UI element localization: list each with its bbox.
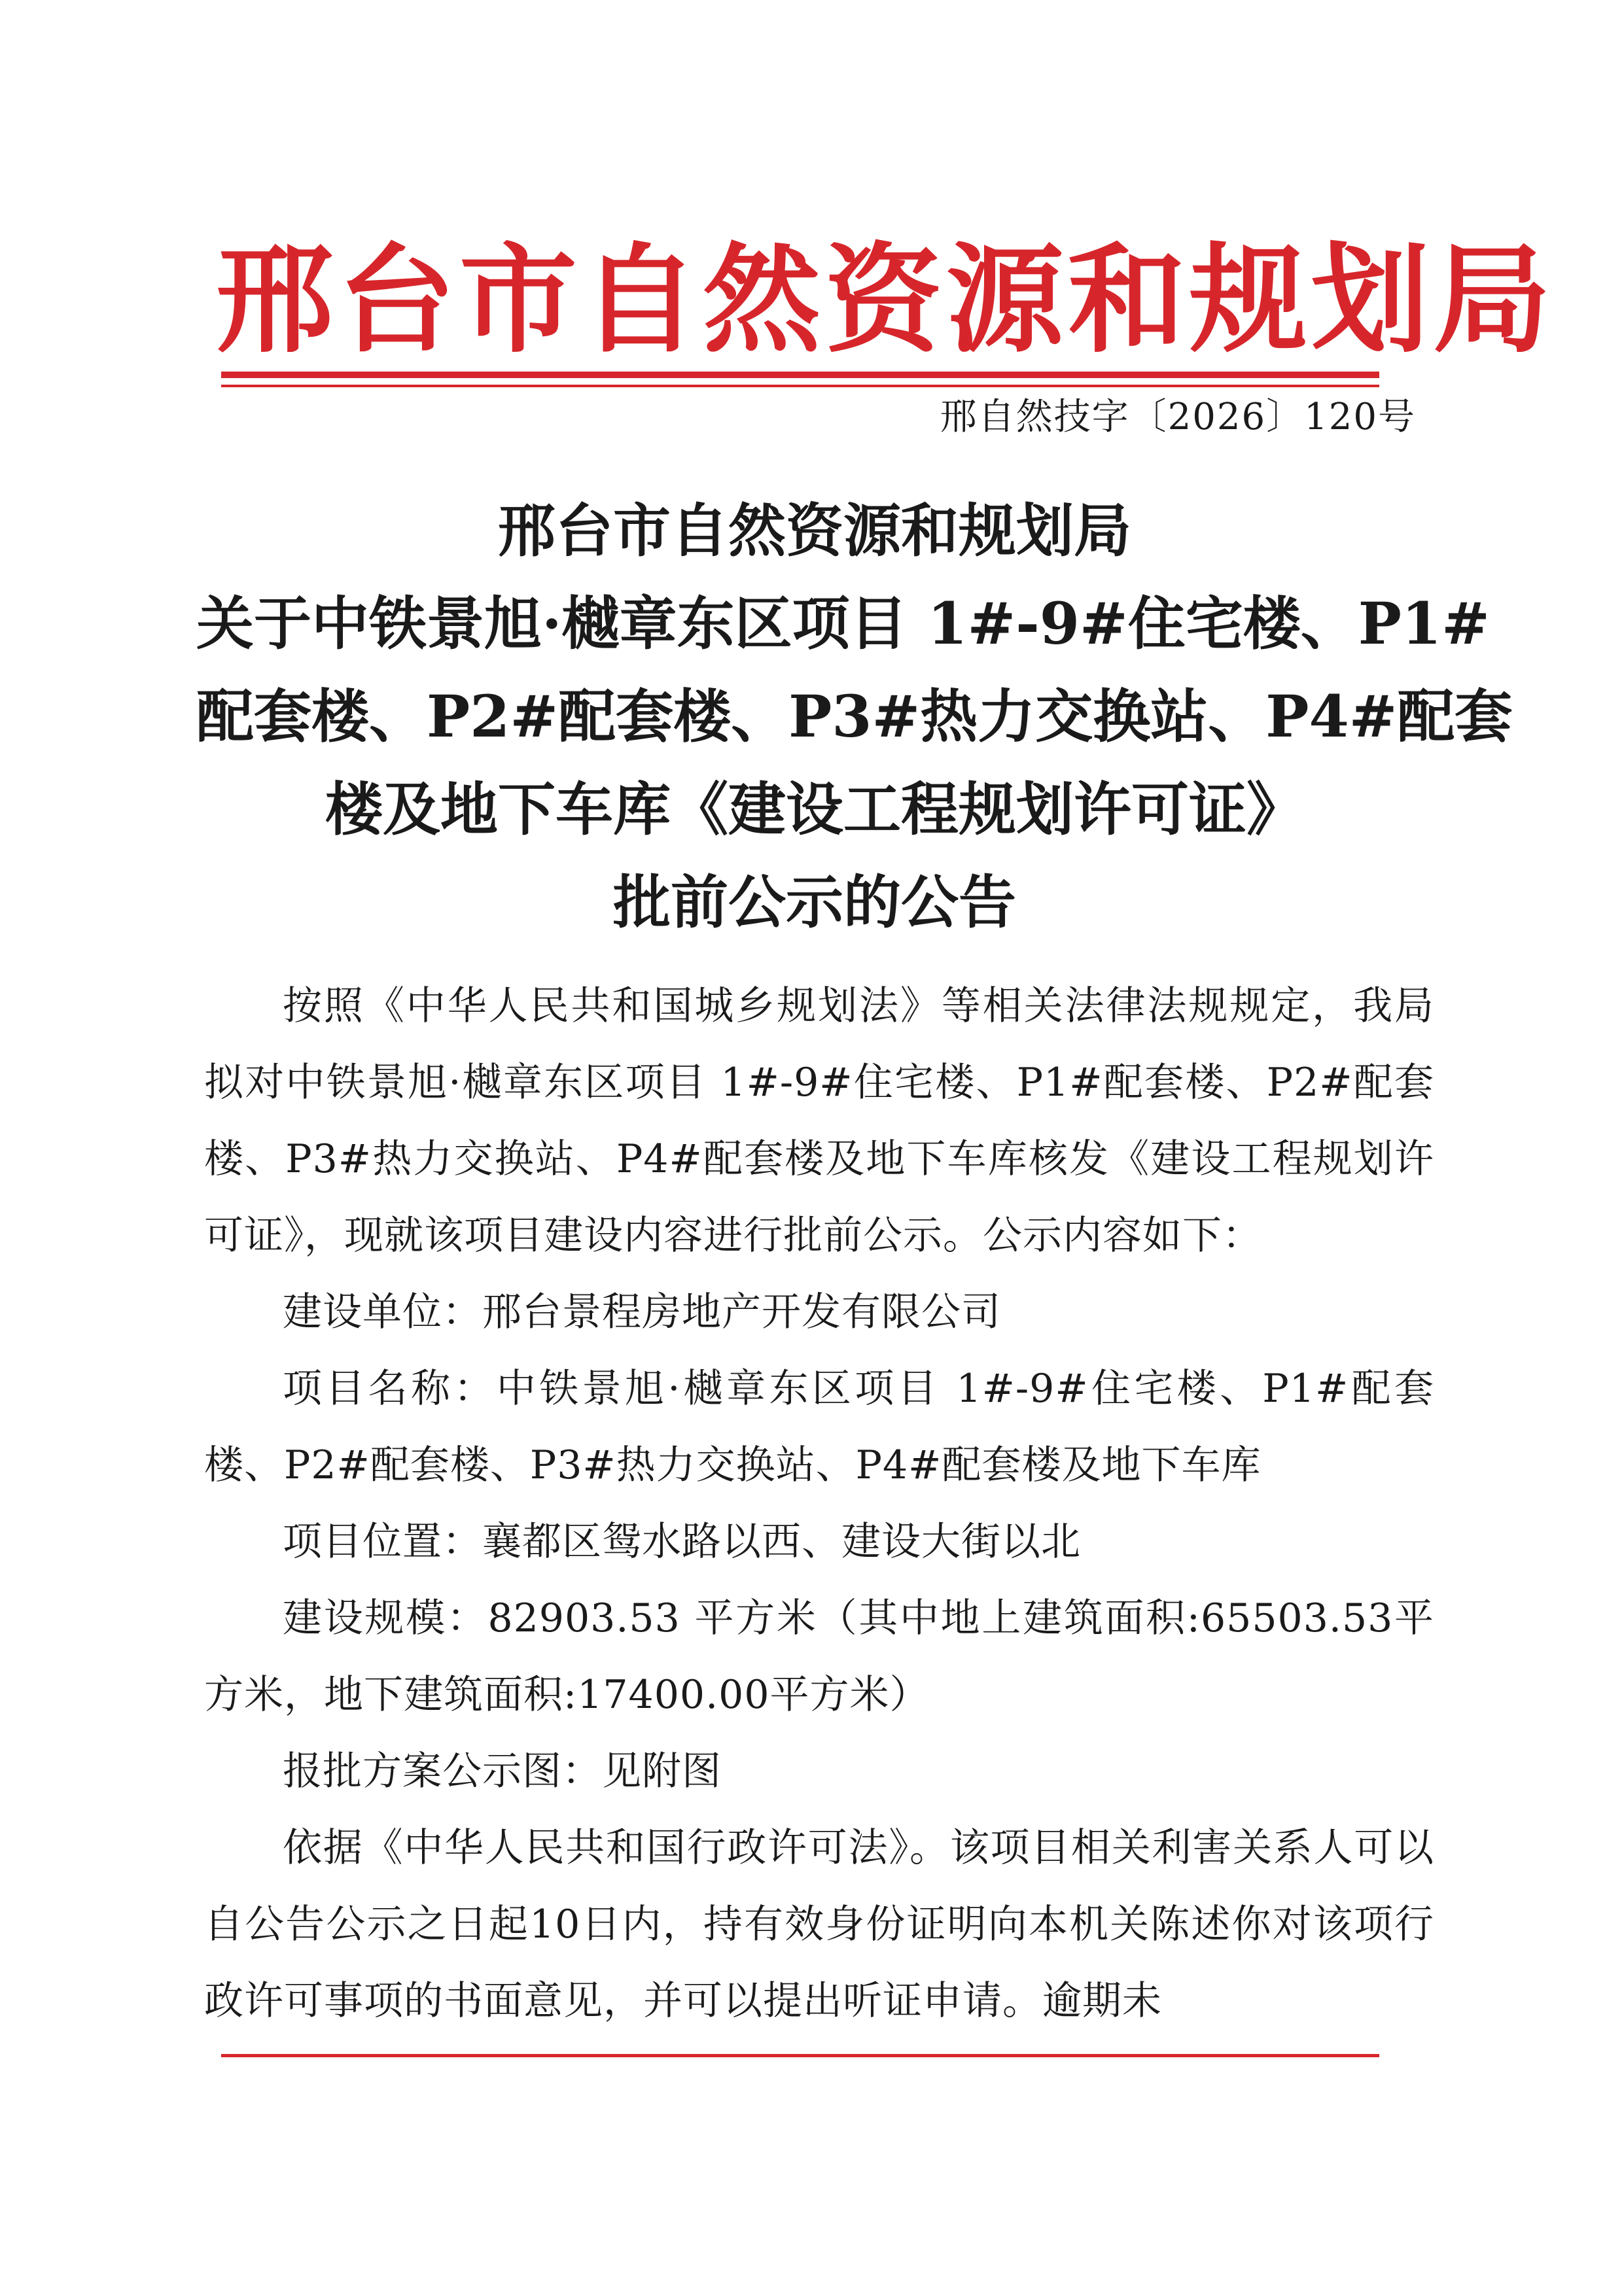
title-line-2: 关于中铁景旭·樾章东区项目 1#-9#住宅楼、P1#: [196, 589, 1490, 657]
agency-red-header: 邢台市自然资源和规划局: [216, 232, 1555, 369]
project-name: 项目名称：中铁景旭·樾章东区项目 1#-9#住宅楼、P1#配套楼、P2#配套楼、P3#热力交换站、P4#配套楼及地下车库: [204, 1366, 1434, 1488]
construction-unit: 建设单位：邢台景程房地产开发有限公司: [283, 1289, 1001, 1335]
legal-basis-paragraph: 依据《中华人民共和国行政许可法》。该项目相关利害关系人可以自公告公示之日起10日内，持有效身份证明向本机关陈述你对该项行政许可事项的书面意见，并可以提出听证申请。逾期未: [204, 1825, 1434, 2024]
intro-paragraph: 按照《中华人民共和国城乡规划法》等相关法律法规规定，我局拟对中铁景旭·樾章东区项目 1#-9#住宅楼、P1#配套楼、P2#配套楼、P3#热力交换站、P4#配套楼及地下车库核发《建设工程规划许可证》，现就该项目建设内容进行批前公示。公示内容如下：: [204, 983, 1434, 1259]
project-location: 项目位置：襄都区鸳水路以西、建设大街以北: [283, 1519, 1081, 1565]
document-number: 邢自然技字〔2026〕120号: [940, 396, 1416, 438]
title-line-3: 配套楼、P2#配套楼、P3#热力交换站、P4#配套: [196, 682, 1513, 750]
header-red-rule-thick: [221, 372, 1379, 378]
scheme-drawing: 报批方案公示图：见附图: [283, 1748, 722, 1794]
construction-scale: 建设规模：82903.53 平方米（其中地上建筑面积:65503.53平方米，地下建筑面积:17400.00平方米）: [204, 1595, 1434, 1718]
notice-body: [204, 968, 1434, 2040]
header-red-rule-thin: [221, 385, 1379, 387]
footer-red-rule: [221, 2054, 1379, 2057]
notice-title: [196, 484, 1513, 948]
title-line-5: 批前公示的公告: [612, 868, 1016, 936]
title-line-4: 楼及地下车库《建设工程规划许可证》: [325, 775, 1304, 843]
title-line-1: 邢台市自然资源和规划局: [497, 496, 1131, 565]
